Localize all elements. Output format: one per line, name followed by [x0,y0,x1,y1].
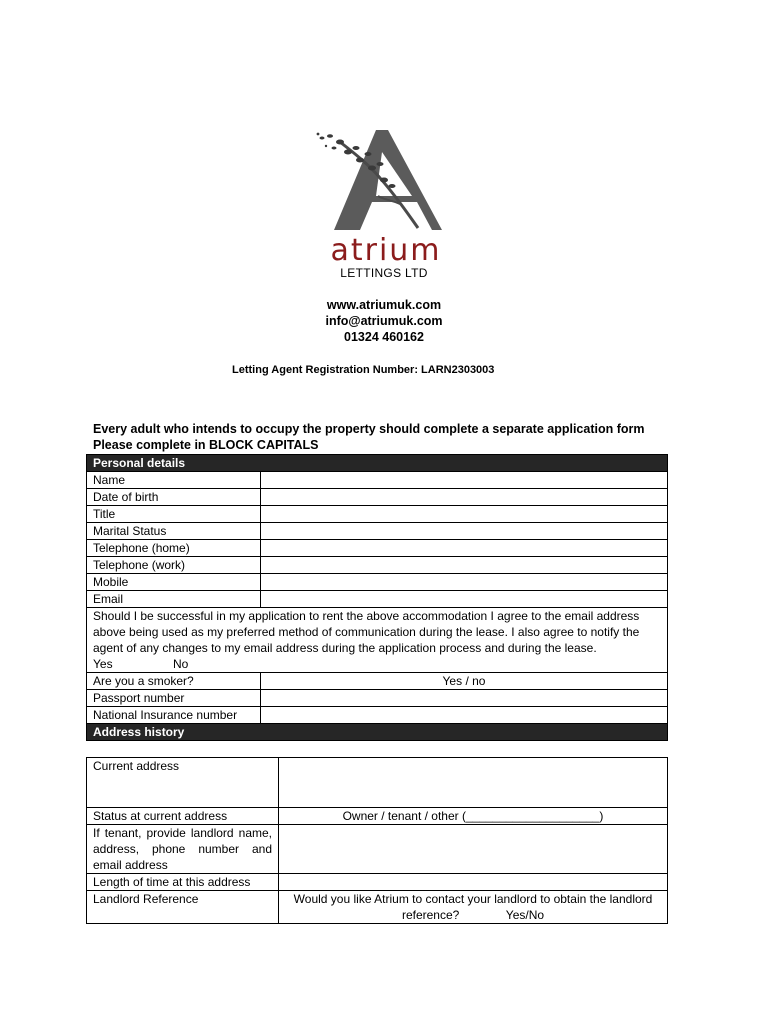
smoker-label: Are you a smoker? [87,673,261,690]
table-row [87,891,668,924]
title-input-cell[interactable] [261,506,668,523]
brand-wordmark: atrium [330,233,442,264]
atrium-logo [300,126,468,264]
name-input-cell[interactable] [261,472,668,489]
landlord-reference-label: Landlord Reference [87,891,279,924]
tenant-landlord-label: If tenant, provide landlord name, address, phone number and email address [87,825,279,874]
current-address-label: Current address [87,758,279,808]
mobile-input-cell[interactable] [261,574,668,591]
table-row [87,523,668,540]
field-label-email: Email [87,591,261,608]
company-email: info@atriumuk.com [325,314,443,328]
company-subtitle: LETTINGS LTD [340,266,428,280]
table-row [87,808,668,825]
length-label: Length of time at this address [87,874,279,891]
company-website: www.atriumuk.com [326,298,442,312]
field-label-mobile: Mobile [87,574,261,591]
field-label-tel-work: Telephone (work) [87,557,261,574]
email-consent-cell [87,608,668,673]
table-row [87,690,668,707]
table-row [87,874,668,891]
table-row [87,557,668,574]
tel-home-input-cell[interactable] [261,540,668,557]
landlord-reference-cell [279,891,668,924]
length-input-cell[interactable] [279,874,668,891]
address-history-table [86,757,668,924]
landlord-reference-options[interactable]: Yes/No [505,908,545,922]
table-row [87,540,668,557]
table-row [87,574,668,591]
landlord-reference-question: Would you like Atrium to contact your landlord to obtain the landlord reference? [293,892,653,922]
field-label-name: Name [87,472,261,489]
personal-details-heading: Personal details [87,455,668,472]
intro-line-2: Please complete in BLOCK CAPITALS [93,438,319,452]
table-row [87,489,668,506]
field-label-marital: Marital Status [87,523,261,540]
registration-number: Letting Agent Registration Number: LARN2303003 [232,364,495,376]
consent-no-option[interactable]: No [173,657,189,671]
status-options[interactable]: Owner / tenant / other (____________________) [279,808,668,825]
tel-work-input-cell[interactable] [261,557,668,574]
table-row [87,707,668,724]
table-row [87,608,668,673]
passport-input-cell[interactable] [261,690,668,707]
status-label: Status at current address [87,808,279,825]
field-label-tel-home: Telephone (home) [87,540,261,557]
current-address-input-cell[interactable] [279,758,668,808]
ni-input-cell[interactable] [261,707,668,724]
address-history-heading: Address history [87,724,668,741]
email-input-cell[interactable] [261,591,668,608]
dob-input-cell[interactable] [261,489,668,506]
consent-yes-option[interactable]: Yes [93,657,113,671]
email-consent-text: Should I be successful in my application to rent the above accommodation I agree to the email address above being used as my preferred method of communication during the lease. I also agree to notify the agent of any changes to my email address during the application process and during the lease. [93,609,640,655]
ni-label: National Insurance number [87,707,261,724]
table-row [87,758,668,808]
table-row [87,506,668,523]
field-label-dob: Date of birth [87,489,261,506]
table-row [87,673,668,690]
company-phone: 01324 460162 [344,330,424,344]
table-row [87,825,668,874]
smoker-options[interactable]: Yes / no [261,673,668,690]
table-row [87,591,668,608]
personal-details-table [86,454,668,741]
passport-label: Passport number [87,690,261,707]
marital-input-cell[interactable] [261,523,668,540]
landlord-details-input-cell[interactable] [279,825,668,874]
intro-line-1: Every adult who intends to occupy the property should complete a separate application form [93,422,645,436]
field-label-title: Title [87,506,261,523]
table-row [87,472,668,489]
